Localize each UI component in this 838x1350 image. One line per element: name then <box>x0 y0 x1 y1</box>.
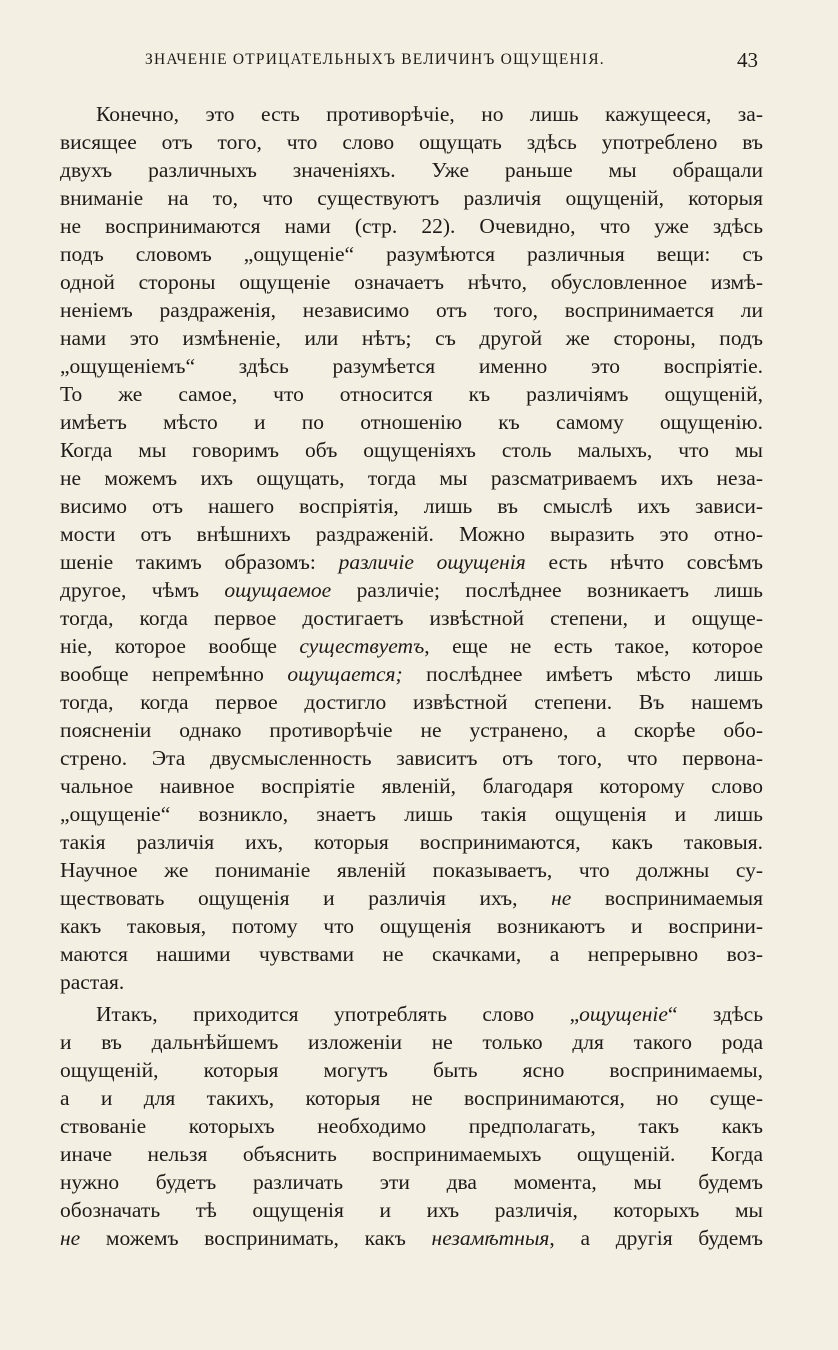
text-line <box>60 660 763 688</box>
emphasis-text: не <box>60 1226 81 1250</box>
text-line: такія различія ихъ, которыя воспринимаются, какъ таковыя. <box>60 830 763 854</box>
text-line: Конечно, это есть противорѣчіе, но лишь кажущееся, за- <box>96 102 763 126</box>
text-run: послѣднее имѣетъ мѣсто лишь <box>402 662 763 686</box>
text-line: неніемъ раздраженія, независимо отъ того, воспринимается ли <box>60 298 763 322</box>
running-header <box>60 40 763 80</box>
text-line: чальное наивное воспріятіе явленій, благодаря которому слово <box>60 774 763 798</box>
text-line: не можемъ ихъ ощущать, тогда мы разсматриваемъ ихъ неза- <box>60 466 763 490</box>
text-line <box>60 884 763 912</box>
emphasis-text: различіе ощущенія <box>338 550 526 574</box>
text-line: Научное же пониманіе явленій показываетъ, что должны су- <box>60 858 763 882</box>
text-run: ществовать ощущенія и различія ихъ, <box>60 886 552 910</box>
text-line: какъ таковыя, потому что ощущенія возникаютъ и восприни- <box>60 914 763 938</box>
emphasis-text: ощущеніе <box>579 1002 668 1026</box>
text-line: мости отъ внѣшнихъ раздраженій. Можно выразить это отно- <box>60 522 763 546</box>
text-line: одной стороны ощущеніе означаетъ нѣчто, обусловленное измѣ- <box>60 270 763 294</box>
text-run: , а другія будемъ <box>549 1226 763 1250</box>
text-line: нужно будетъ различать эти два момента, мы будемъ <box>60 1170 763 1194</box>
text-line: и въ дальнѣйшемъ изложеніи не только для такого рода <box>60 1030 763 1054</box>
text-line: То же самое, что относится къ различіямъ ощущеній, <box>60 382 763 406</box>
text-run: есть нѣчто совсѣмъ <box>525 550 763 574</box>
page-number: 43 <box>737 48 758 72</box>
text-line <box>60 1224 763 1252</box>
text-line: „ощущеніемъ“ здѣсь разумѣется именно это воспріятіе. <box>60 354 763 378</box>
text-line: подъ словомъ „ощущеніе“ разумѣются различныя вещи: съ <box>60 242 763 266</box>
text-line <box>60 548 763 576</box>
text-run: ніе, которое вообще <box>60 634 300 658</box>
running-title: ЗНАЧЕНІЕ ОТРИЦАТЕЛЬНЫХЪ ВЕЛИЧИНЪ ОЩУЩЕНІЯ. <box>145 51 605 68</box>
text-line: двухъ различныхъ значеніяхъ. Уже раньше мы обращали <box>60 158 763 182</box>
text-line: Когда мы говоримъ объ ощущеніяхъ столь малыхъ, что мы <box>60 438 763 462</box>
text-line: растая. <box>60 970 125 994</box>
text-run: различіе; послѣднее возникаетъ лишь <box>331 578 763 602</box>
text-run: вообще непремѣнно <box>60 662 288 686</box>
text-run: шеніе такимъ образомъ: <box>60 550 339 574</box>
text-line: стрено. Эта двусмысленность зависитъ отъ того, что первона- <box>60 746 763 770</box>
emphasis-text: ощущается; <box>287 662 403 686</box>
text-line: висящее отъ того, что слово ощущать здѣсь употреблено въ <box>60 130 763 154</box>
text-line: тогда, когда первое достигло извѣстной степени. Въ нашемъ <box>60 690 763 714</box>
text-line: тогда, когда первое достигаетъ извѣстной степени, и ощуще- <box>60 606 763 630</box>
text-line: ощущеній, которыя могутъ быть ясно воспринимаемы, <box>60 1058 763 1082</box>
text-line: не воспринимаются нами (стр. 22). Очевидно, что уже здѣсь <box>60 214 763 238</box>
text-run: “ здѣсь <box>667 1002 763 1026</box>
text-run: , еще не есть такое, которое <box>424 634 763 658</box>
text-line: обозначать тѣ ощущенія и ихъ различія, которыхъ мы <box>60 1198 763 1222</box>
emphasis-text: существуетъ <box>299 634 425 658</box>
book-page <box>60 40 763 1250</box>
text-line <box>96 1000 763 1028</box>
text-line: имѣетъ мѣсто и по отношенію къ самому ощущенію. <box>60 410 763 434</box>
text-line: „ощущеніе“ возникло, знаетъ лишь такія ощущенія и лишь <box>60 802 763 826</box>
text-run: другое, чѣмъ <box>60 578 225 602</box>
text-line: иначе нельзя объяснить воспринимаемыхъ ощущеній. Когда <box>60 1142 763 1166</box>
emphasis-text: не <box>551 886 572 910</box>
text-line: а и для такихъ, которыя не воспринимаются, но суще- <box>60 1086 763 1110</box>
text-line: нами это измѣненіе, или нѣтъ; съ другой же стороны, подъ <box>60 326 763 350</box>
text-line: поясненіи однако противорѣчіе не устранено, а скорѣе обо- <box>60 718 763 742</box>
text-run: можемъ воспринимать, какъ <box>80 1226 432 1250</box>
text-line: висимо отъ нашего воспріятія, лишь въ смыслѣ ихъ зависи- <box>60 494 763 518</box>
text-line: маются нашими чувствами не скачками, а непрерывно воз- <box>60 942 763 966</box>
emphasis-text: незамѣтныя <box>431 1226 550 1250</box>
text-line: вниманіе на то, что существуютъ различія ощущеній, которыя <box>60 186 763 210</box>
text-line: ствованіе которыхъ необходимо предполагать, такъ какъ <box>60 1114 763 1138</box>
emphasis-text: ощущаемое <box>224 578 332 602</box>
text-run: Итакъ, приходится употреблять слово „ <box>96 1002 580 1026</box>
text-line <box>60 632 763 660</box>
text-line <box>60 576 763 604</box>
text-run: воспринимаемыя <box>571 886 763 910</box>
